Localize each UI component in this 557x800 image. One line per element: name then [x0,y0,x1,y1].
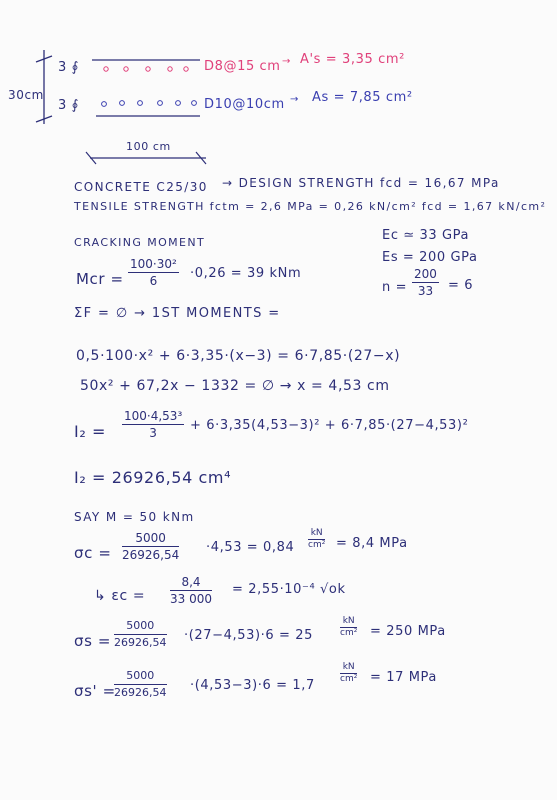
sigma-s-fraction [114,618,167,651]
mcr-denominator: 6 [149,274,158,288]
sigma-s-prime-rhs: = 17 MPa [370,670,437,685]
sigma-s-prime-unit-numerator: kN [340,662,357,674]
bottom-bar [138,101,143,106]
top-arrow: → [282,56,291,67]
sigma-s-lhs: σs = [74,632,112,650]
sigma-s-unit-denominator: cm² [340,628,358,638]
sigma-c-numerator: 5000 [122,530,179,547]
sigma-c-unit-denominator: cm² [308,540,326,550]
sigma-s-denominator: 26926,54 [114,636,167,649]
n-fraction [412,266,439,299]
sigma-s-rhs: = 250 MPa [370,624,446,639]
i2-denominator: 3 [149,426,157,440]
bottom-bars-label: D10@10cm [204,97,285,112]
applied-moment: SAY M = 50 kNm [74,510,195,524]
top-bars-label: D8@15 cm [204,59,281,74]
sigma-s-unit [340,616,357,639]
bottom-bar [158,101,163,106]
top-bar [104,67,108,71]
n-denominator: 33 [417,284,434,298]
top-bar [124,67,128,71]
bottom-bar [102,102,107,107]
sigma-s-prime-denominator: 26926,54 [114,686,167,699]
i2-rhs: + 6·3,35(4,53−3)² + 6·7,85·(27−4,53)² [190,418,469,433]
bottom-arrow: → [290,94,299,105]
bottom-count: 3 ∮ [58,98,79,113]
quadratic-equation: 50x² + 67,2x − 1332 = ∅ → x = 4,53 cm [80,378,390,394]
i2-lhs: I₂ = [74,422,107,441]
tensile-strength: TENSILE STRENGTH fctm = 2,6 MPa = 0,26 kN/cm² fcd = 1,67 kN/cm² [74,200,547,213]
i2-result: I₂ = 26926,54 cm⁴ [74,468,232,487]
bottom-bar [176,101,181,106]
height-label: 30cm [8,88,44,102]
epsilon-c-fraction [170,574,212,607]
design-strength: → DESIGN STRENGTH fcd = 16,67 MPa [222,176,500,190]
top-area: A's = 3,35 cm² [300,52,405,67]
sigma-c-fraction [122,530,179,563]
i2-fraction [122,408,184,441]
sigma-c-rhs: = 8,4 MPa [336,536,408,551]
i2-numerator: 100·4,53³ [124,409,183,423]
sigma-c-unit-numerator: kN [308,528,325,540]
es-value: Es = 200 GPa [382,250,478,265]
width-label: 100 cm [126,140,171,153]
sigma-s-prime-unit [340,662,357,685]
sigma-s-prime-unit-denominator: cm² [340,674,358,684]
top-bar [184,67,188,71]
epsilon-c-denominator: 33 000 [170,592,212,606]
ec-value: Ec ≃ 33 GPa [382,228,470,243]
n-rhs: = 6 [448,278,474,293]
epsilon-c-rhs: = 2,55·10⁻⁴ √ok [232,582,346,597]
top-bar [168,67,172,71]
bottom-bars [102,101,197,107]
mcr-numerator: 100·30² [130,257,177,271]
sigma-s-numerator: 5000 [114,618,167,635]
top-bar [146,67,150,71]
mcr-fraction [128,256,179,289]
mcr-lhs: Mcr = [76,270,124,288]
sigma-s-unit-numerator: kN [340,616,357,628]
sigma-s-prime-lhs: σs' = [74,682,116,700]
sigma-c-lhs: σc = [74,544,112,562]
top-bars [104,67,188,71]
sigma-c-middle: ·4,53 = 0,84 [206,540,295,555]
epsilon-c-numerator: 8,4 [170,574,212,591]
bottom-bar [120,101,125,106]
n-lhs: n = [382,280,408,295]
sigma-s-prime-fraction [114,668,167,701]
concrete-class: CONCRETE C25/30 [74,180,208,194]
sigma-s-prime-numerator: 5000 [114,668,167,685]
sigma-c-denominator: 26926,54 [122,548,180,562]
bottom-bar [192,101,197,106]
sigma-s-middle: ·(27−4,53)·6 = 25 [184,628,313,643]
n-numerator: 200 [414,267,437,281]
bottom-area: As = 7,85 cm² [312,90,413,105]
equilibrium-equation: 0,5·100·x² + 6·3,35·(x−3) = 6·7,85·(27−x) [76,348,401,364]
cracking-moment-title: CRACKING MOMENT [74,236,206,249]
epsilon-c-lhs: ↳ εc = [94,588,146,604]
mcr-rhs: ·0,26 = 39 kNm [190,266,302,281]
top-count: 3 ∮ [58,60,79,75]
sigma-c-unit [308,528,325,551]
sigma-s-prime-middle: ·(4,53−3)·6 = 1,7 [190,678,315,693]
equilibrium-title: ΣF = ∅ → 1ST MOMENTS = [74,306,281,321]
